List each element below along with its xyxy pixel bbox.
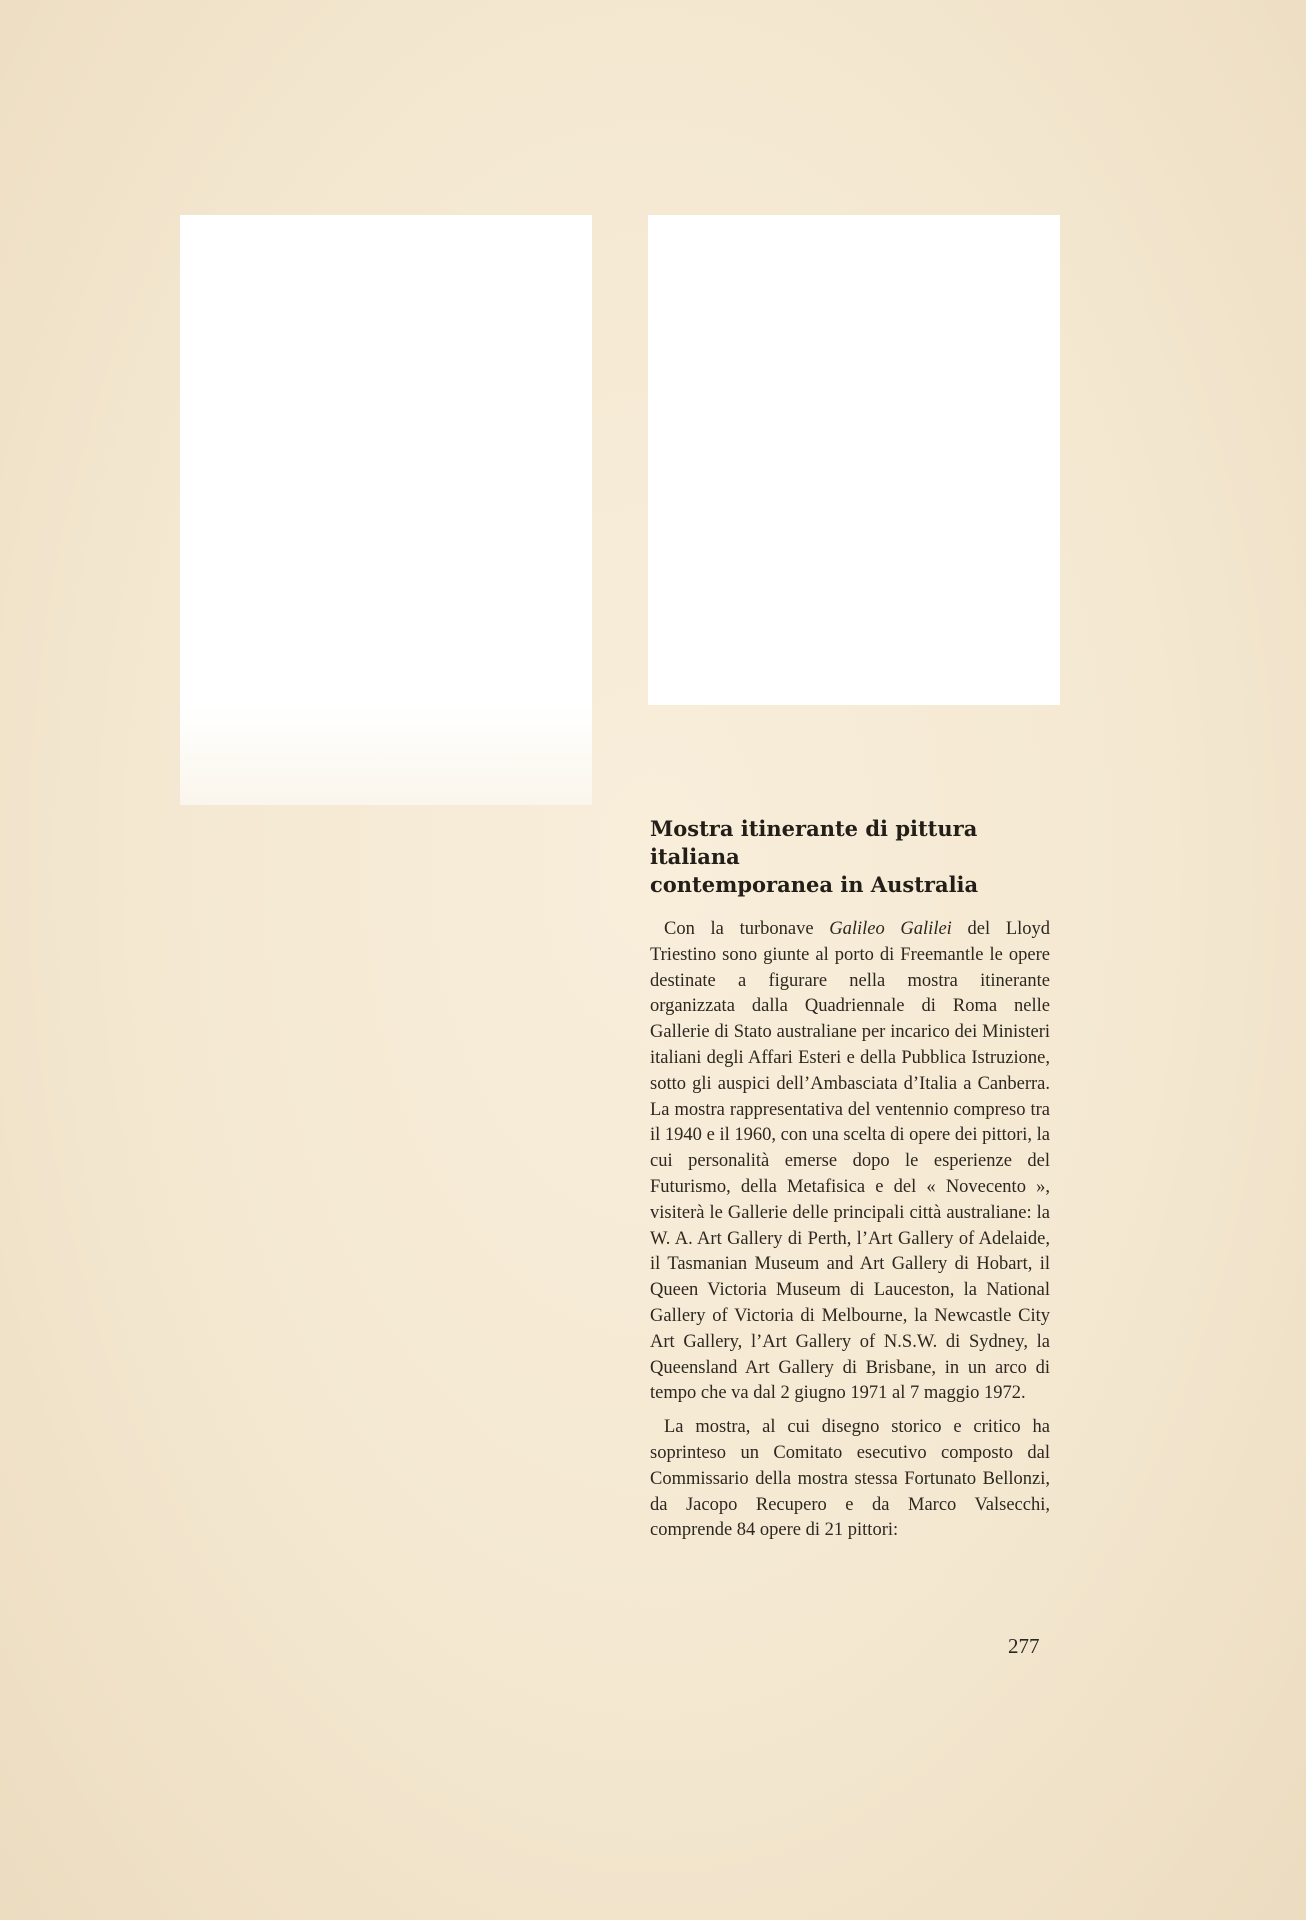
article-paragraph-1 bbox=[650, 917, 1050, 1407]
paragraph-1-lead: Con la turbonave bbox=[664, 919, 830, 939]
article-title: Mostra itinerante di pittura italiana contemporanea in Australia bbox=[650, 816, 979, 897]
image-plate-left bbox=[180, 215, 592, 705]
image-plate-left-lower bbox=[180, 705, 592, 805]
image-plate-right bbox=[648, 215, 1060, 705]
paragraph-1-rest: del Lloyd Triestino sono giunte al porto di Freemantle le opere destinate a figurare nella mostra itinerante organizzata dalla Quadriennale di Roma nelle Gallerie di Stato australiane per incarico dei Ministeri italiani degli Affari Esteri e della Pubblica Istruzione, sotto gli auspici dell’Ambasciata d’Italia a Canberra. La mostra rappresentativa del ventennio compreso tra il 1940 e il 1960, con una scelta di opere dei pittori, la cui personalità emerse dopo le esperienze del Futurismo, della Metafisica e del « Novecento », visiterà le Gallerie delle principali città australiane: la W. A. Art Gallery di Perth, l’Art Gallery of Adelaide, il Tasmanian Museum and Art Gallery di Hobart, il Queen Victoria Museum di Lauceston, la National Gallery of Victoria di Melbourne, la Newcastle City Art Gallery, l’Art Gallery of N.S.W. di Sydney, la Queensland Art Gallery di Brisbane, in un arco di tempo che va dal 2 giugno 1971 al 7 maggio 1972. bbox=[650, 919, 1051, 1404]
ship-name: Galileo Galilei bbox=[829, 919, 952, 939]
article-paragraph-2: La mostra, al cui disegno storico e critico ha soprinteso un Comitato esecutivo composto dal Commissario della mostra stessa Fortunato Bellonzi, da Jacopo Recupero e da Marco Valsecchi, comprende 84 opere di 21 pittori: bbox=[650, 1417, 1050, 1541]
article bbox=[650, 815, 1050, 1552]
page-number: 277 bbox=[1008, 1634, 1040, 1658]
